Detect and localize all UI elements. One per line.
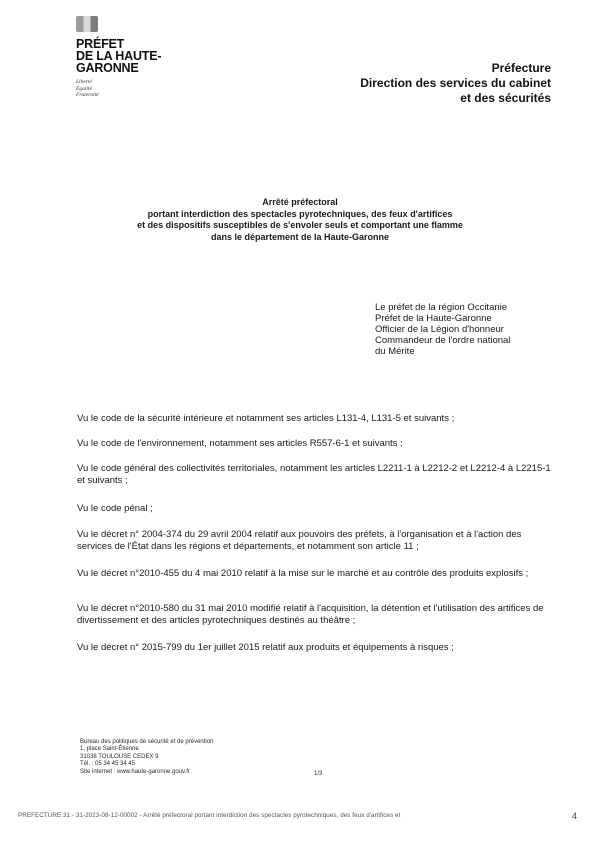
visa-paragraph: Vu le code de l'environnement, notamment ses articles R557-6-1 et suivants ; — [77, 438, 403, 449]
logo-line: DE LA HAUTE- — [76, 49, 162, 63]
prefect-line: du Mérite — [375, 346, 415, 357]
issuer-line: et des sécurités — [460, 91, 551, 105]
title-line: dans le département de la Haute-Garonne — [210, 231, 390, 242]
address-line: 31038 TOULOUSE CEDEX 9 — [80, 753, 159, 760]
motto-line: Fraternité — [76, 92, 99, 98]
page-number: 1/3 — [314, 771, 323, 777]
footer-address — [80, 739, 213, 776]
visa-paragraph: Vu le décret n°2010-455 du 4 mai 2010 relatif à la mise sur le marché et au contrôle des produits explosifs ; — [77, 568, 529, 579]
logo-name — [76, 38, 186, 74]
logo-line: PRÉFET — [76, 37, 125, 51]
decree-title — [90, 197, 510, 243]
prefect-line: Officier de la Légion d'honneur — [375, 324, 504, 335]
issuer-block — [360, 61, 551, 106]
stamp-page-number: 4 — [572, 811, 578, 821]
prefecture-logo — [76, 16, 186, 99]
scan-stamp: PREFECTURE 31 - 31-2023-08-12-00002 - Arrêté préfectoral portant interdiction des spectacles pyrotechniques, des feux d'artifices et — [18, 812, 401, 819]
motto-line: Liberté — [76, 79, 92, 85]
visa-paragraph: Vu le code de la sécurité intérieure et notamment ses articles L131-4, L131-5 et suivants ; — [77, 413, 455, 424]
title-line: et des dispositifs susceptibles de s'envoler seuls et comportant une flamme — [137, 220, 463, 230]
visa-paragraph: Vu le code général des collectivités territoriales, notamment les articles L2211-1 à L2212-2 et L2212-4 à L2215-1 et suivants ; — [77, 463, 551, 486]
title-line: portant interdiction des spectacles pyrotechniques, des feux d'artifices — [147, 208, 453, 219]
title-line: Arrêté préfectoral — [262, 197, 338, 207]
address-line: Tél. : 05 34 45 34 45 — [80, 761, 136, 768]
visa-paragraph: Vu le décret n°2010-580 du 31 mai 2010 modifié relatif à l'acquisition, la détention et l'utilisation des artifices de divertissement et des articles pyrotechniques destinés au théâtre ; — [77, 603, 544, 626]
address-line: Bureau des politiques de sécurité et de prévention — [80, 739, 214, 745]
prefect-titles — [375, 302, 555, 357]
issuer-line: Préfecture — [491, 61, 551, 75]
prefect-line: Préfet de la Haute-Garonne — [375, 313, 492, 324]
visa-paragraph: Vu le décret n° 2004-374 du 29 avril 2004 relatif aux pouvoirs des préfets, à l'organisation et à l'action des services de l'État dans les régions et départements, et notamment son article 11 ; — [77, 529, 522, 552]
motto-line: Égalité — [76, 85, 92, 92]
marianne-emblem-icon — [76, 16, 98, 32]
address-line: 1, place Saint-Étienne — [80, 746, 139, 753]
prefect-line: Le préfet de la région Occitanie — [375, 302, 508, 313]
logo-line: GARONNE — [76, 61, 139, 75]
visa-paragraph: Vu le décret n° 2015-799 du 1er juillet 2015 relatif aux produits et équipements à risques ; — [77, 642, 454, 653]
republic-motto — [76, 79, 186, 99]
issuer-line: Direction des services du cabinet — [360, 76, 551, 90]
address-line: Site internet : www.haute-garonne.gouv.fr — [80, 768, 190, 775]
prefect-line: Commandeur de l'ordre national — [375, 335, 511, 346]
visa-paragraph: Vu le code pénal ; — [77, 503, 153, 514]
